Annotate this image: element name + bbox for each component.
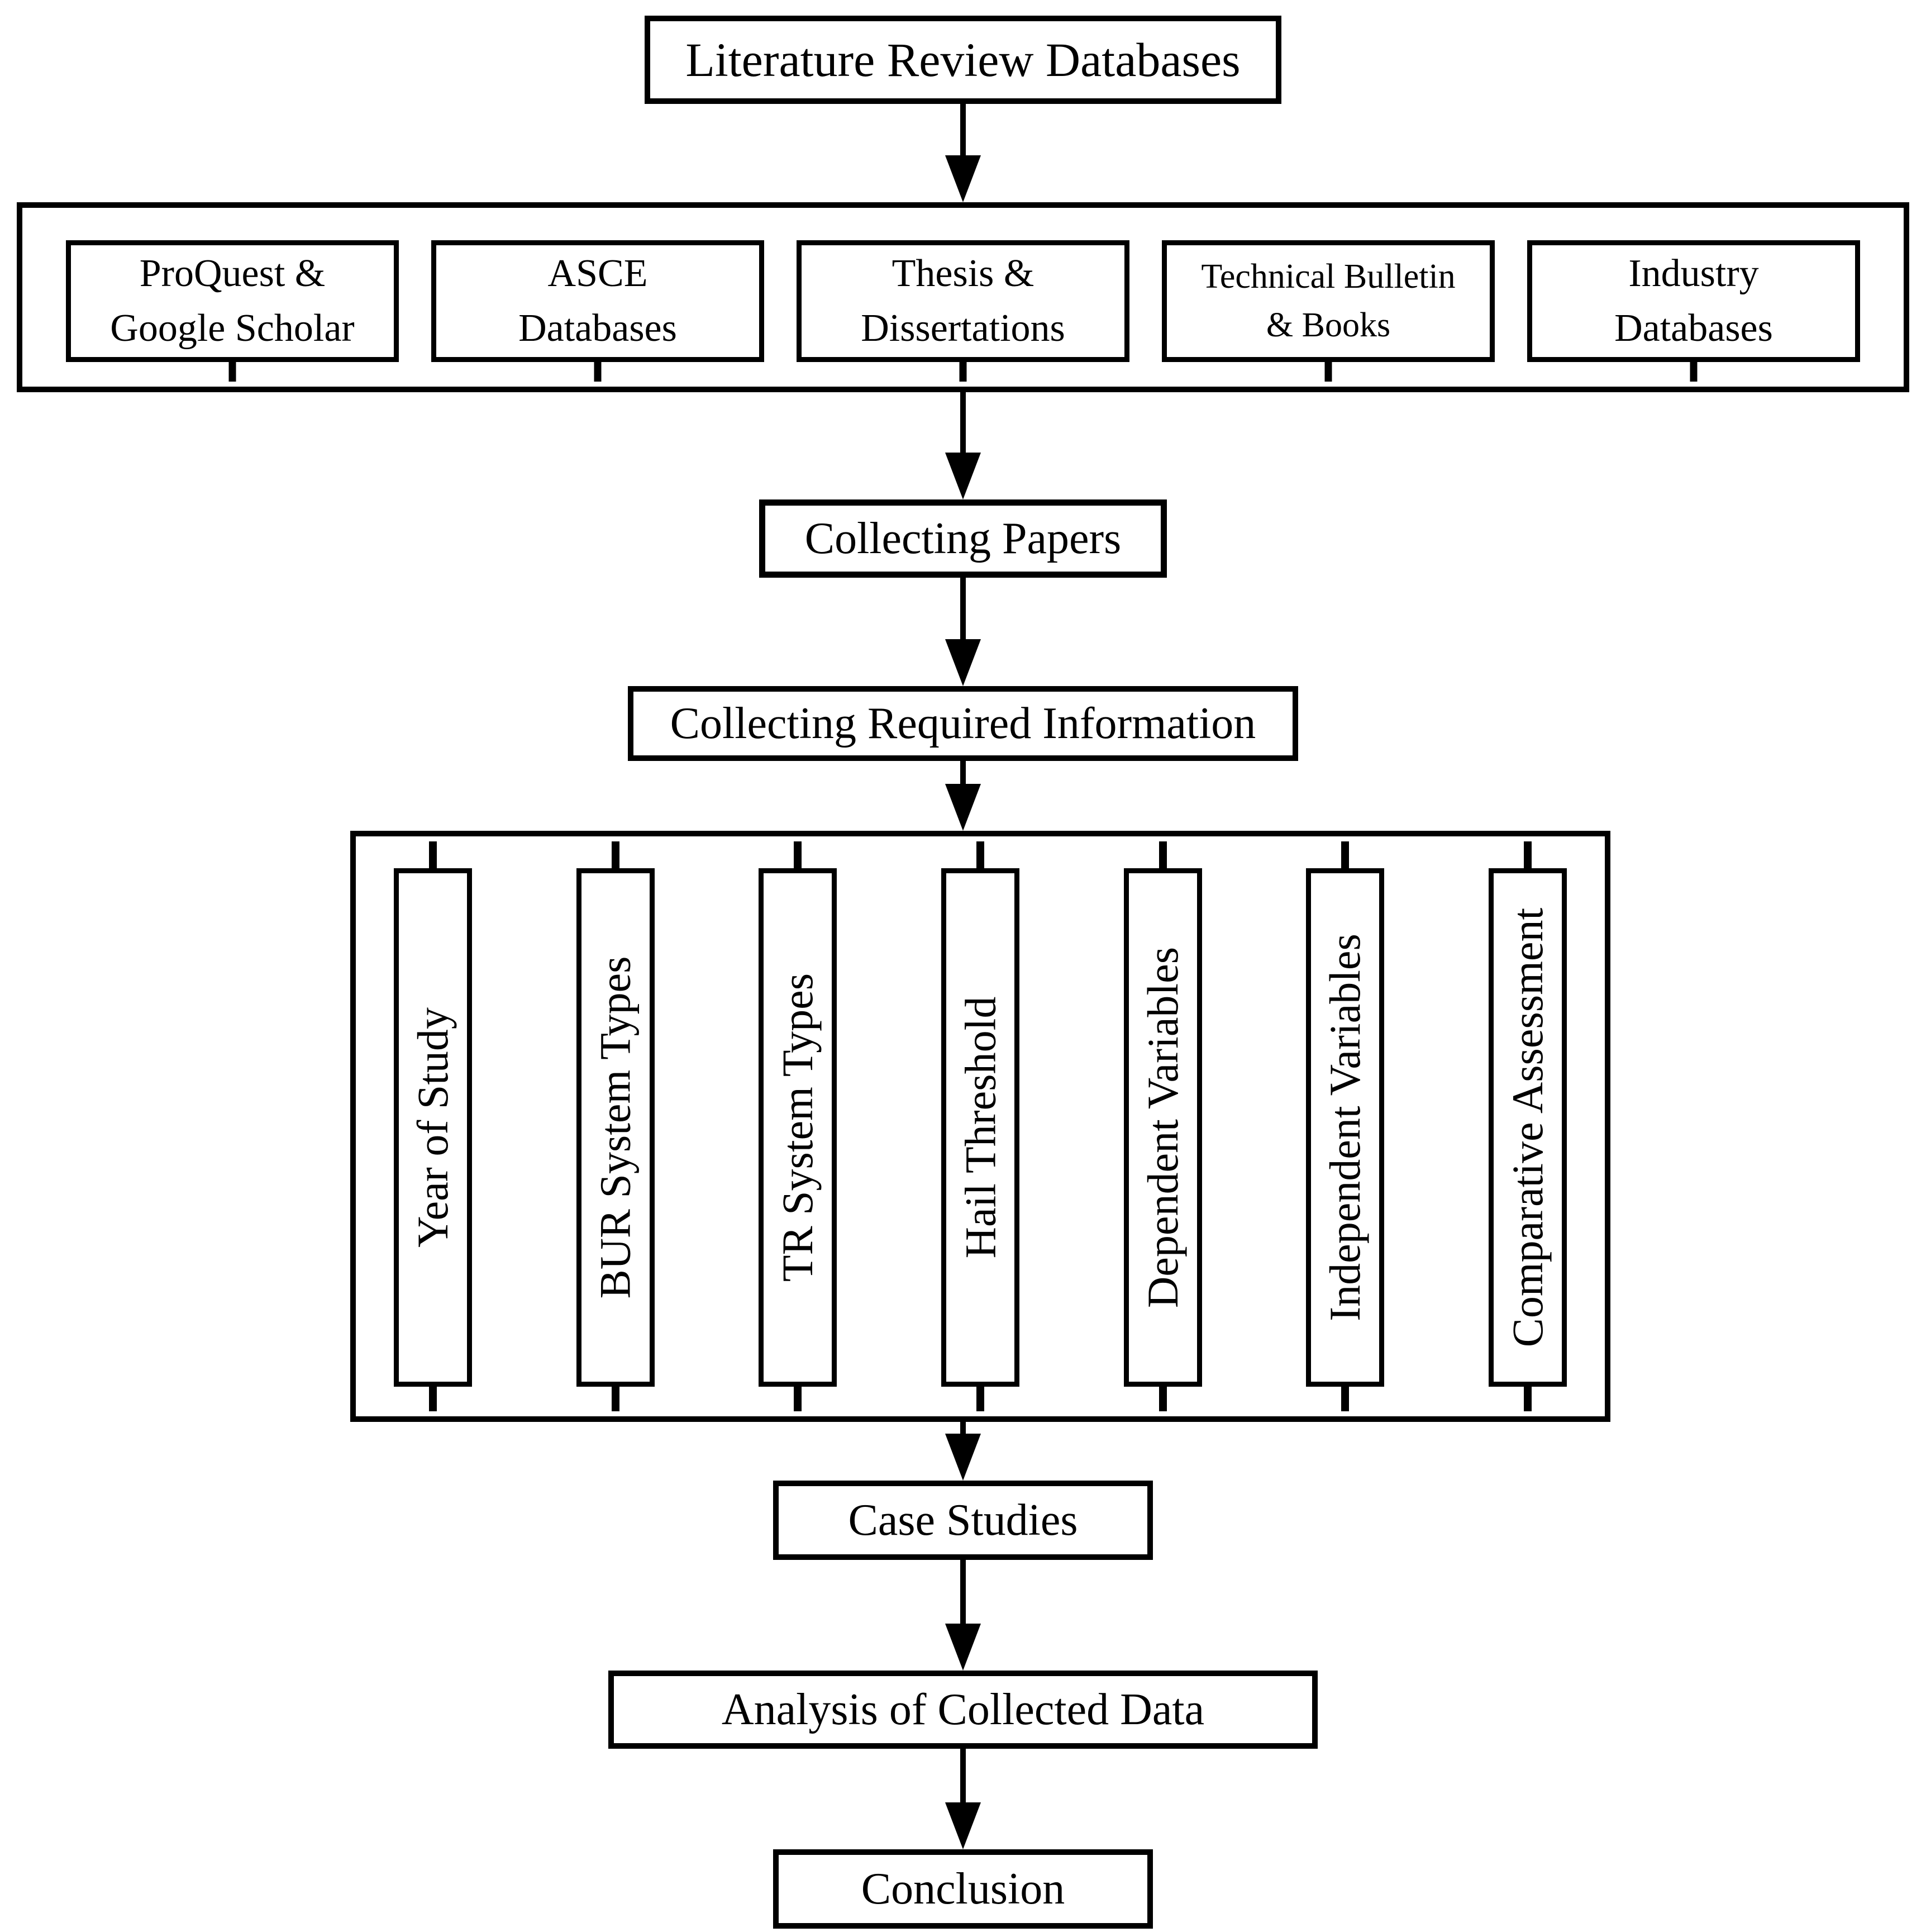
source-box-thesis-dissertations: [797, 240, 1129, 362]
source-label-line1: Industry: [1628, 252, 1759, 295]
source-label-line1: ASCE: [547, 252, 648, 295]
flow-arrow-title-to-sources: [945, 104, 981, 202]
source-box-proquest-google-scholar: [66, 240, 399, 362]
source-label-line2: Databases: [1614, 307, 1773, 350]
source-label-line1: ProQuest &: [139, 252, 326, 295]
category-box-bur-system-types: [576, 868, 655, 1387]
title-box: [645, 16, 1281, 104]
categories-container: [350, 831, 1610, 1422]
arrow-shaft: [960, 1422, 966, 1434]
arrow-shaft: [960, 1560, 966, 1624]
arrow-head-icon: [945, 1624, 981, 1671]
arrow-shaft: [960, 761, 966, 784]
arrow-head-icon: [945, 784, 981, 831]
conclusion-label: Conclusion: [861, 1864, 1065, 1914]
source-box-asce-databases: [431, 240, 764, 362]
source-box-technical-bulletin-books: [1162, 240, 1495, 362]
arrow-head-icon: [945, 639, 981, 686]
arrow-head-icon: [945, 453, 981, 499]
case-studies-label: Case Studies: [848, 1495, 1078, 1545]
collecting-papers-label: Collecting Papers: [804, 513, 1122, 563]
collecting-required-information-box: [628, 686, 1298, 761]
case-studies-box: [773, 1481, 1153, 1560]
category-label: Hail Threshold: [955, 996, 1004, 1259]
flow-arrow-analysis-to-conclusion: [945, 1749, 981, 1849]
arrow-head-icon: [945, 1802, 981, 1849]
arrow-shaft: [960, 104, 966, 155]
flow-arrow-papers-to-required-info: [945, 578, 981, 686]
category-label: TR System Types: [773, 973, 822, 1282]
analysis-label: Analysis of Collected Data: [721, 1684, 1205, 1734]
source-box-industry-databases: [1527, 240, 1860, 362]
category-box-year-of-study: [394, 868, 472, 1387]
source-label-line2: Dissertations: [861, 307, 1065, 350]
category-label: Year of Study: [408, 1007, 457, 1248]
category-box-hail-threshold: [941, 868, 1019, 1387]
arrow-shaft: [960, 392, 966, 453]
analysis-box: [608, 1671, 1318, 1749]
source-label-line1: Thesis &: [892, 252, 1034, 295]
category-box-comparative-assessment: [1489, 868, 1567, 1387]
source-label-line2: Google Scholar: [110, 307, 355, 350]
category-label: Independent Variables: [1320, 934, 1370, 1321]
arrow-head-icon: [945, 1434, 981, 1481]
category-box-dependent-variables: [1124, 868, 1202, 1387]
source-label-line1: Technical Bulletin: [1201, 258, 1456, 296]
source-label-line2: Databases: [518, 307, 677, 350]
category-label: Comparative Assessment: [1503, 907, 1552, 1348]
category-box-independent-variables: [1306, 868, 1384, 1387]
conclusion-box: [773, 1849, 1153, 1929]
collecting-required-information-label: Collecting Required Information: [670, 698, 1256, 748]
flow-arrow-required-info-to-categories: [945, 761, 981, 831]
source-label-line2: & Books: [1266, 306, 1391, 344]
arrow-shaft: [960, 1749, 966, 1802]
arrow-head-icon: [945, 155, 981, 202]
title-label: Literature Review Databases: [685, 33, 1241, 87]
category-label: Dependent Variables: [1138, 946, 1187, 1308]
category-box-tr-system-types: [759, 868, 837, 1387]
flow-arrow-case-studies-to-analysis: [945, 1560, 981, 1671]
category-label: BUR System Types: [590, 956, 640, 1299]
collecting-papers-box: [759, 499, 1167, 578]
sources-container: [17, 202, 1909, 392]
flow-arrow-categories-to-case-studies: [945, 1422, 981, 1481]
flow-arrow-sources-to-collecting-papers: [945, 392, 981, 499]
arrow-shaft: [960, 578, 966, 639]
